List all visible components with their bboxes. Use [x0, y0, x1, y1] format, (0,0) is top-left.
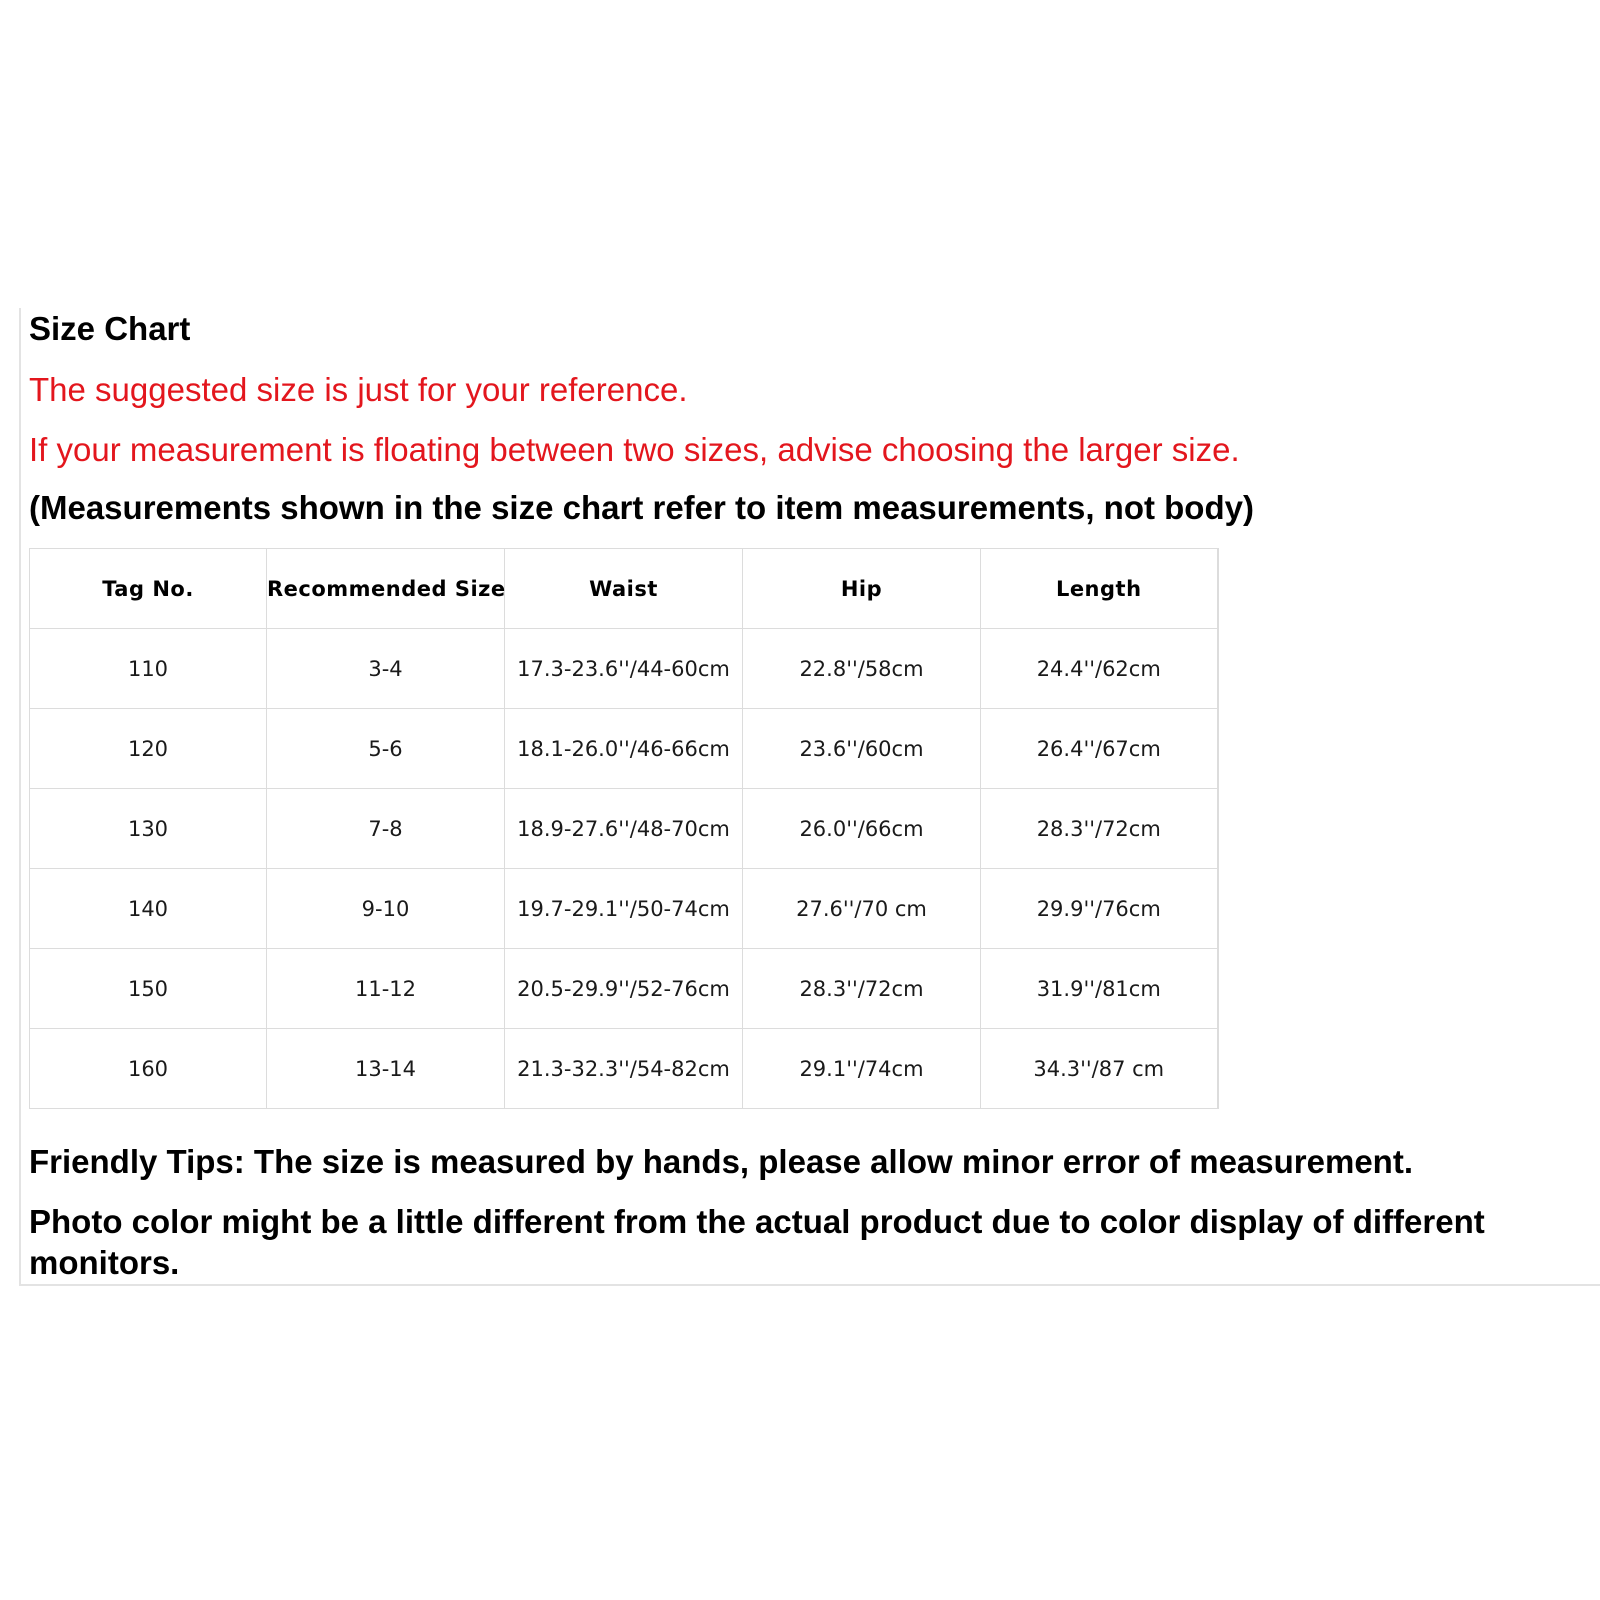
cell-recommended-size: 9-10	[267, 869, 505, 949]
reference-note: The suggested size is just for your reference.	[29, 371, 688, 408]
table-row	[30, 869, 1218, 949]
cell-recommended-size: 7-8	[267, 789, 505, 869]
photo-color-note: Photo color might be a little different from the actual product due to color display of different monitors.	[29, 1203, 1485, 1281]
cell-waist: 18.9-27.6''/48-70cm	[505, 789, 743, 869]
table-row	[30, 949, 1218, 1029]
cell-length: 28.3''/72cm	[981, 789, 1218, 869]
cell-length: 29.9''/76cm	[981, 869, 1218, 949]
header-tag-no: Tag No.	[30, 549, 267, 629]
cell-recommended-size: 13-14	[267, 1029, 505, 1109]
cell-waist: 17.3-23.6''/44-60cm	[505, 629, 743, 709]
cell-hip: 26.0''/66cm	[743, 789, 981, 869]
cell-length: 26.4''/67cm	[981, 709, 1218, 789]
cell-tag-no: 110	[30, 629, 267, 709]
cell-recommended-size: 11-12	[267, 949, 505, 1029]
friendly-tips: Friendly Tips: The size is measured by hands, please allow minor error of measurement.	[29, 1143, 1413, 1180]
table-row	[30, 629, 1218, 709]
larger-size-note: If your measurement is floating between two sizes, advise choosing the larger size.	[29, 431, 1240, 468]
cell-waist: 19.7-29.1''/50-74cm	[505, 869, 743, 949]
table-row	[30, 789, 1218, 869]
size-chart-title: Size Chart	[29, 310, 191, 347]
cell-hip: 28.3''/72cm	[743, 949, 981, 1029]
cell-tag-no: 120	[30, 709, 267, 789]
cell-length: 34.3''/87 cm	[981, 1029, 1218, 1109]
cell-hip: 22.8''/58cm	[743, 629, 981, 709]
table-row	[30, 709, 1218, 789]
cell-tag-no: 130	[30, 789, 267, 869]
cell-hip: 27.6''/70 cm	[743, 869, 981, 949]
cell-length: 24.4''/62cm	[981, 629, 1218, 709]
size-table	[29, 548, 1219, 1109]
header-recommended-size: Recommended Size	[267, 549, 505, 629]
cell-waist: 18.1-26.0''/46-66cm	[505, 709, 743, 789]
table-header-row	[30, 549, 1218, 629]
cell-length: 31.9''/81cm	[981, 949, 1218, 1029]
cell-tag-no: 160	[30, 1029, 267, 1109]
cell-tag-no: 150	[30, 949, 267, 1029]
measurement-subtitle: (Measurements shown in the size chart refer to item measurements, not body)	[29, 489, 1254, 526]
header-length: Length	[981, 549, 1218, 629]
cell-recommended-size: 5-6	[267, 709, 505, 789]
header-waist: Waist	[505, 549, 743, 629]
cell-recommended-size: 3-4	[267, 629, 505, 709]
cell-hip: 29.1''/74cm	[743, 1029, 981, 1109]
cell-tag-no: 140	[30, 869, 267, 949]
cell-hip: 23.6''/60cm	[743, 709, 981, 789]
cell-waist: 20.5-29.9''/52-76cm	[505, 949, 743, 1029]
cell-waist: 21.3-32.3''/54-82cm	[505, 1029, 743, 1109]
header-hip: Hip	[743, 549, 981, 629]
table-row	[30, 1029, 1218, 1109]
